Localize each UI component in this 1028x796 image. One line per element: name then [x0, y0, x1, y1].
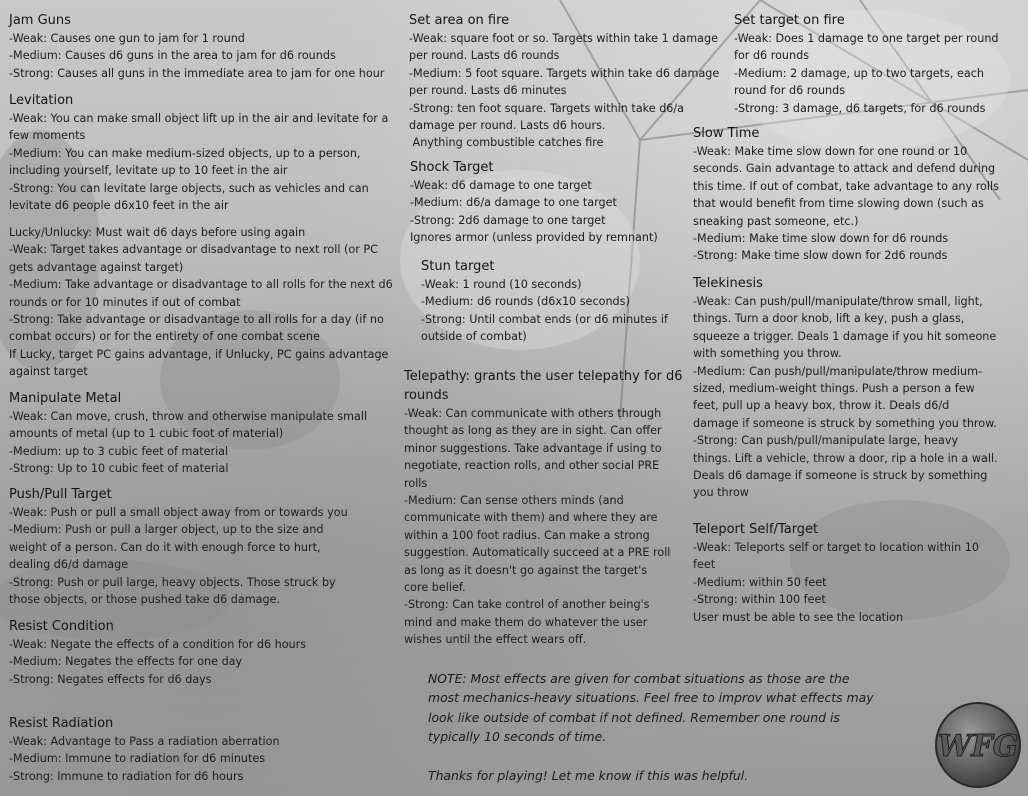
section-stun-target	[421, 257, 696, 346]
text-line: minor suggestions. Take advantage if using to	[404, 441, 662, 455]
section-telekinesis	[693, 274, 1023, 502]
text-line: If Lucky, target PC gains advantage, if Unlucky, PC gains advantage	[9, 347, 389, 361]
text-line: -Weak: Make time slow down for one round or 10	[693, 145, 968, 158]
text-line: -Weak: You can make small object lift up in the air and levitate for a	[9, 112, 389, 125]
text-line: suggestion. Automatically succeed at a PRE roll	[404, 546, 671, 560]
logo-text: WFG	[937, 729, 1019, 764]
text-line: squeeze a trigger. Deals 1 damage if you hit someone	[693, 329, 997, 343]
text-line: -Weak: Can move, crush, throw and otherwise manipulate small	[9, 410, 368, 423]
text-line: wishes until the effect wears off.	[404, 633, 587, 647]
section-shock-target	[410, 158, 700, 247]
text-line: feet, pull up a heavy box, throw it. Deals d6/d	[693, 399, 950, 413]
text-line: combat occurs) or for the entirety of one combat scene	[9, 330, 320, 344]
text-line: -Medium: Can sense others minds (and	[404, 494, 624, 508]
text-line: feet	[693, 558, 716, 572]
wfg-logo	[933, 700, 1023, 790]
section-resist-radiation	[9, 714, 404, 785]
text-line: -Weak: Negate the effects of a condition for d6 hours	[9, 638, 307, 651]
text-line: -Strong: Can push/pull/manipulate large, heavy	[693, 434, 959, 448]
text-line: Ignores armor (unless provided by remnant)	[410, 231, 658, 245]
text-line: -Medium: 2 damage, up to two targets, each	[734, 66, 984, 80]
text-line: -Weak: Can communicate with others through	[404, 407, 662, 420]
section-title: Jam Guns	[9, 13, 71, 28]
section-title: Teleport Self/Target	[693, 522, 819, 537]
text-line: against target	[9, 365, 88, 379]
section-title: rounds	[404, 388, 449, 403]
text-line: damage per round. Lasts d6 hours.	[409, 119, 606, 133]
text-line: -Strong: 3 damage, d6 targets, for d6 rounds	[734, 101, 986, 115]
text-line: outside of combat)	[421, 330, 527, 344]
text-line: sized, medium-weight things. Push a person a few	[693, 382, 975, 396]
text-line: -Strong: Immune to radiation for d6 hours	[9, 769, 244, 783]
text-line: -Strong: 2d6 damage to one target	[410, 213, 606, 227]
text-line: -Medium: You can make medium-sized objects, up to a person,	[9, 146, 361, 160]
section-title: Set area on fire	[409, 13, 510, 28]
section-jam-guns	[9, 11, 404, 82]
note-line: NOTE: Most effects are given for combat situations as those are the	[428, 671, 850, 686]
section-set-area-fire	[409, 11, 739, 152]
text-line: -Strong: ten foot square. Targets within take d6/a	[409, 101, 685, 115]
text-line: those objects, or those pushed take d6 damage.	[9, 593, 281, 607]
section-title: Manipulate Metal	[9, 391, 122, 406]
section-lucky-unlucky	[9, 224, 409, 381]
section-title: Resist Radiation	[9, 716, 114, 731]
text-line: rolls	[404, 476, 428, 490]
text-line: -Weak: Does 1 damage to one target per round	[734, 32, 999, 45]
section-telepathy	[404, 367, 694, 649]
section-slow-time	[693, 124, 1023, 265]
section-set-target-fire	[734, 11, 1024, 117]
text-line: amounts of metal (up to 1 cubic foot of material)	[9, 427, 284, 441]
text-line: -Strong: within 100 feet	[693, 593, 826, 607]
section-teleport	[693, 520, 1023, 626]
section-title: Lucky/Unlucky: Must wait d6 days before using again	[9, 226, 306, 239]
text-line: Deals d6 damage if someone is struck by something	[693, 469, 988, 483]
text-line: -Medium: Immune to radiation for d6 minutes	[9, 752, 266, 766]
text-line: -Weak: Can push/pull/manipulate/throw small, light,	[693, 295, 983, 308]
text-line: damage if someone is struck by something you throw.	[693, 416, 997, 430]
section-manipulate-metal	[9, 389, 404, 478]
text-line: sneaking past someone, etc.)	[693, 214, 859, 228]
section-title: Push/Pull Target	[9, 487, 112, 502]
text-line: things. Turn a door knob, lift a key, push a glass,	[693, 312, 965, 326]
text-line: within a 100 foot radius. Can make a strong	[404, 528, 650, 542]
section-levitation	[9, 91, 404, 214]
text-line: -Medium: 5 foot square. Targets within take d6 damage	[409, 66, 720, 80]
text-line: -Strong: Up to 10 cubic feet of material	[9, 462, 229, 476]
text-line: weight of a person. Can do it with enough force to hurt,	[9, 540, 321, 554]
note-line: look like outside of combat if not defined. Remember one round is	[428, 709, 840, 725]
text-line: for d6 rounds	[734, 49, 810, 63]
text-line: -Strong: Can take control of another being's	[404, 598, 650, 612]
text-line: few moments	[9, 129, 86, 143]
section-push-pull	[9, 485, 404, 608]
text-line: you throw	[693, 486, 749, 500]
text-line: -Weak: Target takes advantage or disadvantage to next roll (or PC	[9, 243, 378, 257]
section-title: Shock Target	[410, 160, 494, 175]
text-line: -Strong: Make time slow down for 2d6 rounds	[693, 249, 948, 263]
text-line: User must be able to see the location	[693, 610, 904, 624]
section-title: Telepathy: grants the user telepathy for d6	[404, 369, 683, 384]
text-line: things. Lift a vehicle, throw a door, rip a hole in a wall.	[693, 451, 998, 465]
text-line: thought as long as they are in sight. Can offer	[404, 424, 662, 438]
text-line: that would benefit from time slowing down (such as	[693, 197, 984, 211]
text-line: -Weak: Advantage to Pass a radiation aberration	[9, 735, 280, 748]
thanks-text: Thanks for playing! Let me know if this was helpful.	[428, 767, 749, 783]
text-line: rounds or for 10 minutes if out of combat	[9, 295, 241, 309]
text-line: per round. Lasts d6 minutes	[409, 84, 567, 98]
text-line: -Weak: square foot or so. Targets within take 1 damage	[409, 32, 718, 45]
text-line: -Weak: 1 round (10 seconds)	[421, 278, 582, 291]
text-line: -Medium: up to 3 cubic feet of material	[9, 444, 229, 458]
text-line: -Strong: Push or pull large, heavy objects. Those struck by	[9, 575, 336, 589]
text-line: with something you throw.	[693, 347, 842, 361]
text-line: negotiate, reaction rolls, and other social PRE	[404, 459, 660, 473]
text-line: -Medium: Negates the effects for one day	[9, 655, 243, 669]
section-title: Levitation	[9, 93, 74, 108]
text-line: -Weak: d6 damage to one target	[410, 179, 592, 192]
text-line: -Medium: within 50 feet	[693, 575, 827, 589]
text-line: round for d6 rounds	[734, 84, 846, 98]
text-line: as long as it doesn't go against the target's	[404, 563, 648, 577]
text-line: including yourself, levitate up to 10 feet in the air	[9, 164, 288, 178]
text-line: per round. Lasts d6 rounds	[409, 49, 560, 63]
text-line: -Weak: Causes one gun to jam for 1 round	[9, 32, 245, 45]
section-title: Set target on fire	[734, 13, 845, 28]
text-line: mind and make them do whatever the user	[404, 615, 648, 629]
text-line: gets advantage against target)	[9, 260, 184, 274]
section-title: Slow Time	[693, 126, 760, 141]
note-box	[428, 669, 898, 785]
text-line: -Strong: Negates effects for d6 days	[9, 672, 212, 686]
text-line: dealing d6/d damage	[9, 558, 129, 572]
text-line: -Weak: Teleports self or target to location within 10	[693, 541, 979, 554]
text-line: -Strong: Take advantage or disadvantage to all rolls for a day (if no	[9, 313, 384, 327]
text-line: Anything combustible catches fire	[409, 136, 604, 150]
text-line: -Medium: d6/a damage to one target	[410, 196, 617, 210]
text-line: -Medium: d6 rounds (d6x10 seconds)	[421, 295, 630, 309]
note-line: most mechanics-heavy situations. Feel free to improv what effects may	[428, 690, 874, 706]
text-line: -Medium: Push or pull a larger object, up to the size and	[9, 523, 324, 537]
section-title: Stun target	[421, 259, 495, 274]
text-line: -Weak: Push or pull a small object away from or towards you	[9, 506, 348, 519]
text-line: seconds. Gain advantage to attack and defend during	[693, 162, 996, 176]
text-line: core belief.	[404, 581, 466, 595]
section-title: Telekinesis	[693, 276, 763, 291]
note-line: typically 10 seconds of time.	[428, 729, 607, 745]
text-line: levitate d6 people d6x10 feet in the air	[9, 199, 229, 213]
text-line: -Strong: Causes all guns in the immediate area to jam for one hour	[9, 66, 385, 80]
text-line: this time. If out of combat, take advantage to any rolls	[693, 179, 999, 193]
section-title: Resist Condition	[9, 619, 114, 634]
text-line: -Strong: You can levitate large objects, such as vehicles and can	[9, 181, 369, 195]
text-line: -Strong: Until combat ends (or d6 minutes if	[421, 312, 668, 326]
text-line: communicate with them) and where they are	[404, 511, 658, 525]
text-line: -Medium: Make time slow down for d6 rounds	[693, 232, 949, 246]
text-line: -Medium: Causes d6 guns in the area to jam for d6 rounds	[9, 49, 336, 63]
text-line: -Medium: Can push/pull/manipulate/throw medium-	[693, 364, 983, 378]
text-line: -Medium: Take advantage or disadvantage to all rolls for the next d6	[9, 278, 393, 292]
section-resist-condition	[9, 617, 404, 688]
